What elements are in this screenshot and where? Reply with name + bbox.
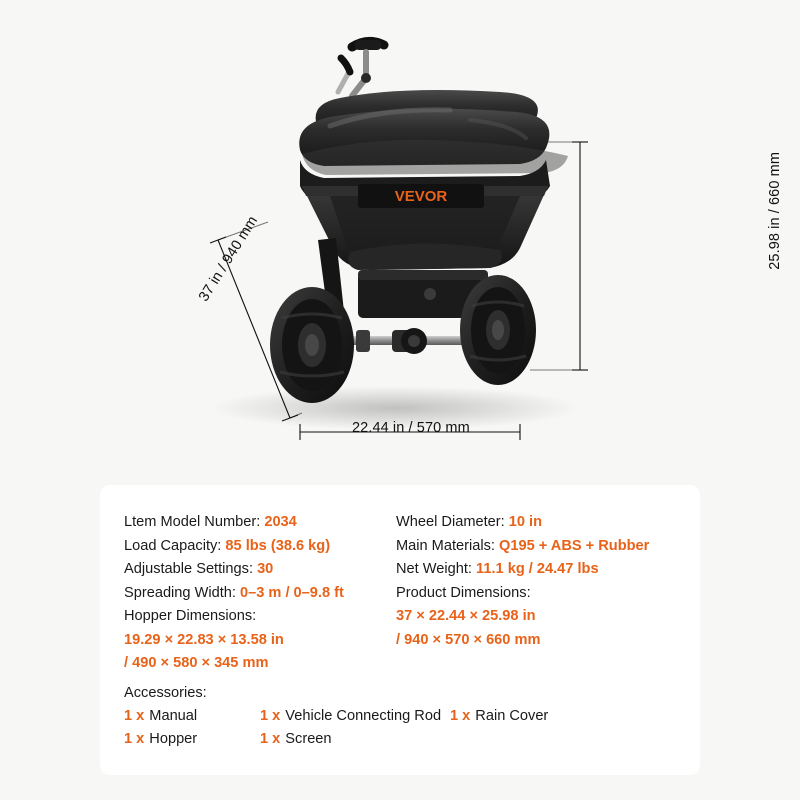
spec-label-spreading-width: Spreading Width: bbox=[124, 584, 236, 601]
accessory-vehicle-connecting-rod-qty: 1 x bbox=[260, 707, 281, 724]
spec-value-hopper-dimensions-in: 19.29 × 22.83 × 13.58 in bbox=[124, 631, 284, 648]
accessory-rain-cover bbox=[450, 705, 630, 729]
accessory-vehicle-connecting-rod-name: Vehicle Connecting Rod bbox=[285, 707, 442, 724]
accessories-section bbox=[124, 682, 676, 752]
accessory-screen bbox=[260, 728, 450, 752]
accessory-manual bbox=[124, 705, 260, 729]
spec-item-spreading-width bbox=[124, 582, 396, 606]
spec-column-right bbox=[396, 511, 676, 676]
spec-item-load-capacity bbox=[124, 535, 396, 559]
spec-value-load-capacity: 85 lbs (38.6 kg) bbox=[225, 537, 331, 554]
spec-label-load-capacity: Load Capacity: bbox=[124, 537, 222, 554]
spec-value-spreading-width: 0–3 m / 0–9.8 ft bbox=[240, 584, 344, 601]
spec-item-main-materials bbox=[396, 535, 676, 559]
accessory-hopper-qty: 1 x bbox=[124, 731, 145, 747]
wheel-right bbox=[460, 275, 536, 385]
accessories-row-1 bbox=[124, 705, 676, 729]
accessory-rain-cover-name: Rain Cover bbox=[475, 707, 549, 724]
brand-logo: VEVOR bbox=[394, 188, 448, 205]
specifications-card bbox=[100, 485, 700, 775]
accessories-title: Accessories: bbox=[124, 684, 207, 701]
spec-item-adjustable-settings bbox=[124, 558, 396, 582]
spec-label-adjustable-settings: Adjustable Settings: bbox=[124, 561, 253, 577]
accessory-vehicle-connecting-rod bbox=[260, 705, 450, 729]
spec-value-product-dimensions-mm: / 940 × 570 × 660 mm bbox=[396, 631, 541, 648]
spec-value-main-materials: Q195 + ABS + Rubber bbox=[499, 537, 650, 554]
spec-item-wheel-diameter bbox=[396, 511, 676, 535]
spec-item-model-number bbox=[124, 511, 396, 535]
spec-value-model-number: 2034 bbox=[264, 514, 297, 530]
accessory-hopper bbox=[124, 728, 260, 752]
accessory-manual-qty: 1 x bbox=[124, 707, 145, 724]
spec-label-model-number: Ltem Model Number: bbox=[124, 514, 261, 530]
dimension-height-label: 25.98 in / 660 mm bbox=[767, 152, 783, 270]
spec-label-net-weight: Net Weight: bbox=[396, 561, 472, 577]
accessory-screen-qty: 1 x bbox=[260, 731, 281, 747]
spec-value-product-dimensions-in: 37 × 22.44 × 25.98 in bbox=[396, 608, 536, 624]
spec-item-net-weight bbox=[396, 558, 676, 582]
wheel-left bbox=[270, 287, 354, 403]
spec-value-net-weight: 11.1 kg / 24.47 lbs bbox=[476, 561, 599, 577]
handle-assembly bbox=[338, 40, 384, 96]
accessories-row-2 bbox=[124, 728, 676, 752]
accessory-hopper-name: Hopper bbox=[149, 731, 198, 747]
accessory-manual-name: Manual bbox=[149, 707, 198, 724]
spec-value-wheel-diameter: 10 in bbox=[508, 514, 543, 530]
spec-label-hopper-dimensions: Hopper Dimensions: bbox=[124, 608, 257, 624]
spec-value-hopper-dimensions-mm: / 490 × 580 × 345 mm bbox=[124, 655, 269, 671]
dimension-depth-label: 37 in / 940 mm bbox=[196, 213, 262, 305]
spec-columns bbox=[124, 511, 676, 676]
spec-item-hopper-dimensions bbox=[124, 605, 396, 629]
accessory-rain-cover-qty: 1 x bbox=[450, 707, 471, 724]
spec-label-product-dimensions: Product Dimensions: bbox=[396, 584, 531, 601]
spec-column-left bbox=[124, 511, 396, 676]
spec-value-adjustable-settings: 30 bbox=[257, 561, 274, 577]
spec-item-product-dimensions bbox=[396, 582, 676, 606]
accessory-screen-name: Screen bbox=[285, 731, 332, 747]
spec-label-wheel-diameter: Wheel Diameter: bbox=[396, 514, 505, 530]
spec-label-main-materials: Main Materials: bbox=[396, 537, 495, 554]
dimension-width-label: 22.44 in / 570 mm bbox=[352, 420, 470, 436]
